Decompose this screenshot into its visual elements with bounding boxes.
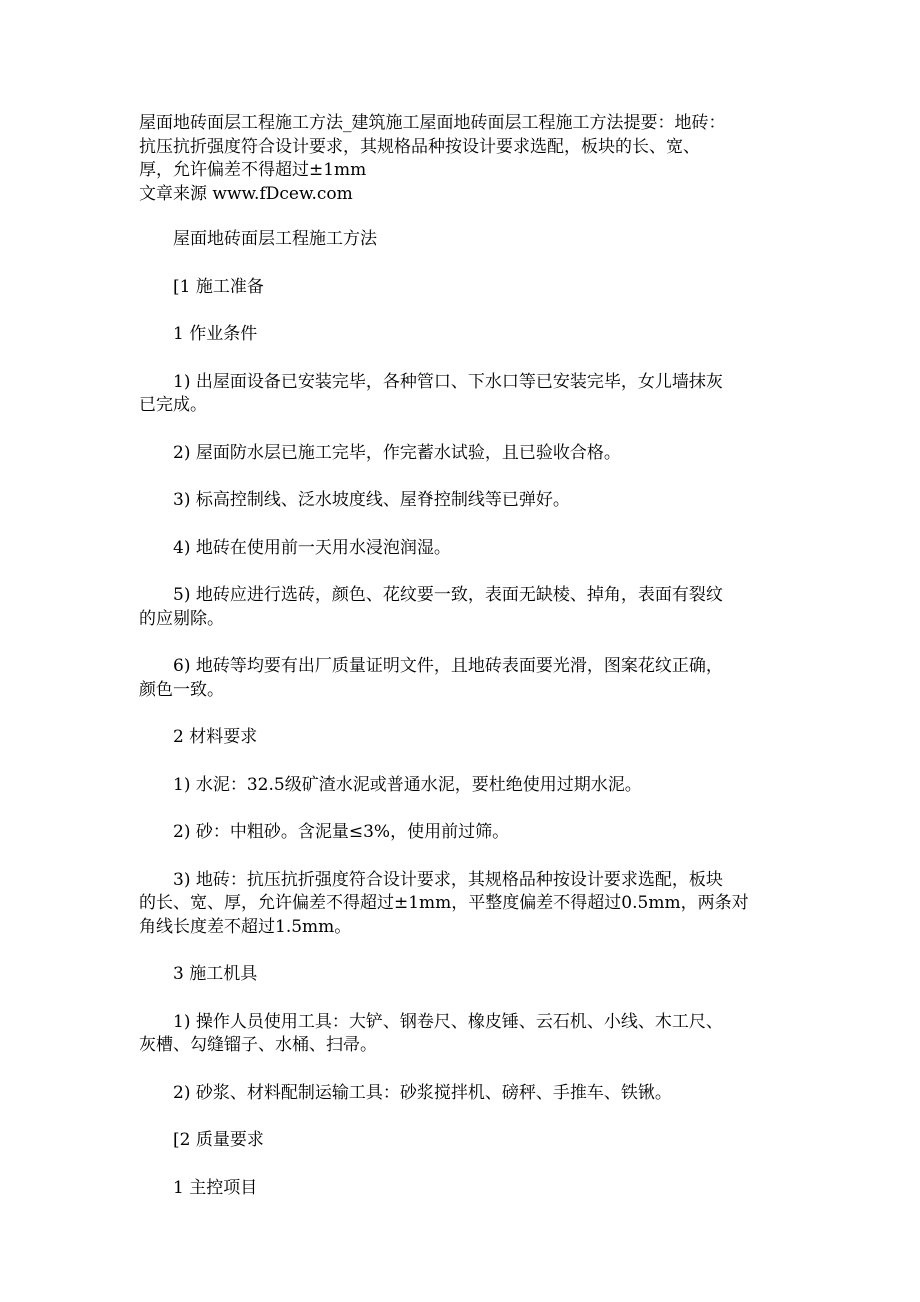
paragraph — [139, 537, 799, 561]
paragraph — [139, 869, 799, 940]
paragraph — [139, 1011, 799, 1058]
header-line: 屋面地砖面层工程施工方法_建筑施工屋面地砖面层工程施工方法提要：地砖： — [139, 113, 726, 133]
paragraph — [139, 489, 799, 513]
paragraph-line: 已完成。 — [139, 395, 207, 415]
paragraph-line: 1) 出屋面设备已安装完毕，各种管口、下水口等已安装完毕，女儿墙抹灰 — [173, 371, 723, 392]
paragraph-line: 6) 地砖等均要有出厂质量证明文件，且地砖表面要光滑，图案花纹正确， — [173, 656, 723, 676]
paragraph-line: 5) 地砖应进行选砖，颜色、花纹要一致，表面无缺棱、掉角，表面有裂纹 — [173, 585, 723, 605]
paragraph-line: 2) 砂浆、材料配制运输工具：砂浆搅拌机、磅秤、手推车、铁锹。 — [173, 1082, 672, 1103]
paragraph-line: 1) 操作人员使用工具：大铲、钢卷尺、橡皮锤、云石机、小线、木工尺、 — [173, 1011, 723, 1032]
paragraph-line: [2 质量要求 — [173, 1130, 264, 1150]
paragraph — [139, 442, 799, 466]
document-header — [139, 112, 799, 206]
paragraph-line: 屋面地砖面层工程施工方法 — [173, 229, 377, 249]
paragraph — [139, 1082, 799, 1106]
paragraph — [139, 1177, 799, 1201]
paragraph — [139, 726, 799, 750]
paragraph-line: 1 作业条件 — [173, 324, 258, 344]
paragraph — [139, 371, 799, 418]
paragraph-line: 3) 地砖：抗压抗折强度符合设计要求，其规格品种按设计要求选配，板块 — [173, 869, 723, 890]
paragraph-line: 灰槽、勾缝镏子、水桶、扫帚。 — [139, 1035, 377, 1055]
paragraph-line: 的长、宽、厚，允许偏差不得超过±1mm，平整度偏差不得超过0.5mm，两条对 — [139, 893, 749, 913]
paragraph-line: [1 施工准备 — [173, 276, 264, 297]
paragraph-line: 的应剔除。 — [139, 608, 224, 629]
paragraph-line: 1 主控项目 — [173, 1177, 258, 1198]
paragraph — [139, 1129, 799, 1153]
paragraph-line: 2) 屋面防水层已施工完毕，作完蓄水试验，且已验收合格。 — [173, 442, 621, 463]
paragraph — [139, 821, 799, 845]
paragraph — [139, 963, 799, 987]
paragraph-line: 2 材料要求 — [173, 727, 258, 747]
paragraph-line: 1) 水泥：32.5级矿渣水泥或普通水泥，要杜绝使用过期水泥。 — [173, 774, 642, 795]
paragraph — [139, 323, 799, 347]
paragraph-line: 3 施工机具 — [173, 964, 258, 984]
header-line: 抗压抗折强度符合设计要求，其规格品种按设计要求选配，板块的长、宽、 — [139, 136, 700, 157]
paragraph-line: 2) 砂：中粗砂。含泥量≤3%，使用前过筛。 — [173, 822, 510, 842]
paragraph — [139, 655, 799, 702]
paragraph — [139, 584, 799, 631]
paragraph-line: 4) 地砖在使用前一天用水浸泡润湿。 — [173, 537, 451, 558]
paragraph-line: 角线长度差不超过1.5mm。 — [139, 916, 352, 937]
document-body — [139, 228, 799, 1224]
paragraph — [139, 774, 799, 798]
source-line: 文章来源 www.fDcew.com — [139, 183, 353, 204]
paragraph-line: 3) 标高控制线、泛水坡度线、屋脊控制线等已弹好。 — [173, 490, 570, 510]
paragraph-line: 颜色一致。 — [139, 679, 224, 700]
section-title — [139, 228, 799, 252]
paragraph — [139, 276, 799, 300]
header-line: 厚，允许偏差不得超过±1mm — [139, 160, 367, 180]
